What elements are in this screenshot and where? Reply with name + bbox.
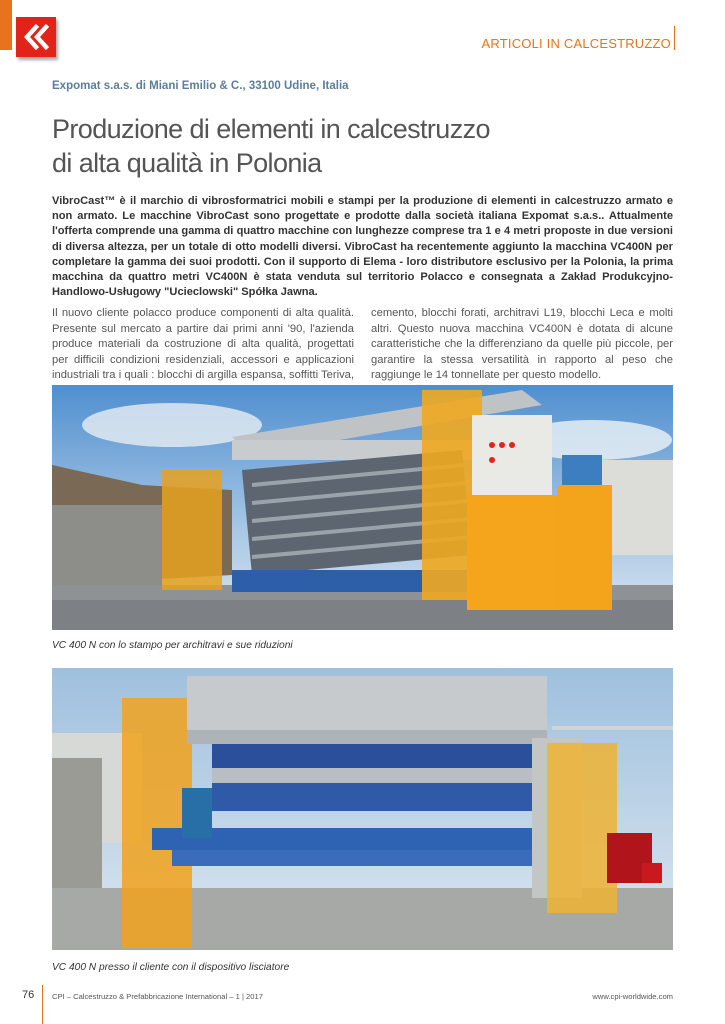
footer-divider (42, 985, 43, 1024)
publication-footer: CPI – Calcestruzzo & Prefabbricazione International – 1 | 2017 (52, 992, 263, 1001)
photo-caption-2: VC 400 N presso il cliente con il dispositivo lisciatore (52, 962, 290, 973)
body-column-left: Il nuovo cliente polacco produce componenti di alta qualità. Presente sul mercato a partire dai primi anni '90, l'azienda produce materiali da costruzione di alta qualità, progettati per difficili condizioni residenziali, accessori e applicazioni industriali tra i quali : blocchi di argilla espansa, soffitti Teriva, (52, 307, 354, 382)
page-number: 76 (22, 989, 35, 1001)
article-title (52, 112, 652, 180)
title-line-2: di alta qualità in Polonia (52, 148, 322, 178)
body-column-right: cemento, blocchi forati, architravi L19, blocchi Leca e molti altri. Questo nuova macchina VC400N è dotata di alcune caratteristiche che la differenziano da quelle più piccole, per garantire la stessa versatilità in rapporto al peso che raggiunge le 14 tonnellate per questo modello. (371, 307, 673, 382)
article-author: Expomat s.a.s. di Miani Emilio & C., 33100 Udine, Italia (52, 80, 349, 92)
machine-photo-1 (52, 385, 673, 630)
article-lead: VibroCast™ è il marchio di vibrosformatrici mobili e stampi per la produzione di elementi in calcestruzzo armato e non armato. Le macchine VibroCast sono progettate e prodotte dalla società italiana Expomat s.a.s.. Attualmente l'offerta comprende una gamma di quattro macchine con lunghezze comprese tra 1 e 4 metri proposte in due versioni di diversa altezza, per un totale di otto modelli diversi. VibroCast ha recentemente aggiunto la macchina VC400N per completare la gamma dei suoi prodotti. Con il supporto di Elema - loro distributore esclusivo per la Polonia, la prima macchina da quattro metri VC400N è stata venduta sul territorio Polacco e consegnata a Zakład Produkcyjno-Handlowo-Usługowy "Ucieclowski" Spółka Jawna. (52, 195, 673, 299)
section-label: ARTICOLI IN CALCESTRUZZO (481, 36, 671, 51)
accent-strip (0, 0, 12, 50)
publication-logo (16, 17, 56, 57)
machine-photo-2 (52, 668, 673, 950)
footer-url[interactable]: www.cpi-worldwide.com (592, 992, 673, 1001)
title-line-1: Produzione di elementi in calcestruzzo (52, 114, 490, 144)
header-divider (674, 26, 675, 50)
double-chevron-left-icon (16, 17, 56, 57)
photo-caption-1: VC 400 N con lo stampo per architravi e sue riduzioni (52, 640, 293, 651)
